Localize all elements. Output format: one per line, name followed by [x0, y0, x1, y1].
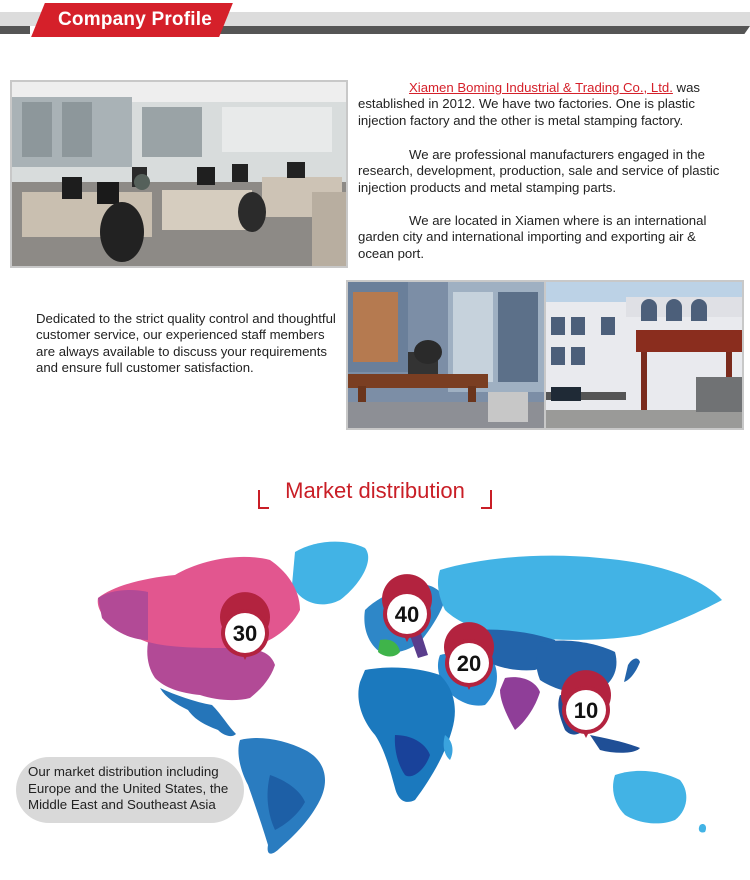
company-name-link[interactable]: Xiamen Boming Industrial & Trading Co., Ltd. — [409, 80, 673, 95]
section-title: Company Profile — [58, 9, 212, 30]
market-title: Market distribution — [269, 478, 481, 510]
pin-value-europe: 40 — [394, 602, 420, 627]
intro-paragraph-3: We are located in Xiamen where is an international garden city and international importing and exporting air & ocean port. — [358, 213, 707, 261]
factory-building-photo — [544, 280, 744, 430]
service-paragraph: Dedicated to the strict quality control and thoughtful customer service, our experienced staff members are always available to discuss your requirements and ensure full customer satisfaction. — [36, 311, 336, 376]
pin-value-north-america: 30 — [232, 621, 258, 646]
pin-value-middle-east: 20 — [456, 651, 482, 676]
office-photo — [10, 80, 348, 268]
market-caption: Our market distribution including Europe and the United States, the Middle East and Southeast Asia — [16, 757, 244, 823]
intro-paragraph-1: Xiamen Boming Industrial & Trading Co., Ltd. was established in 2012. We have two factories. One is plastic injection factory and the other is metal stamping factory. — [358, 80, 701, 128]
intro-paragraph-2: We are professional manufacturers engaged in the research, development, production, sale and service of plastic injection products and metal stamping parts. — [358, 147, 720, 195]
pin-value-southeast-asia: 10 — [573, 698, 599, 723]
showroom-photo — [346, 280, 546, 430]
